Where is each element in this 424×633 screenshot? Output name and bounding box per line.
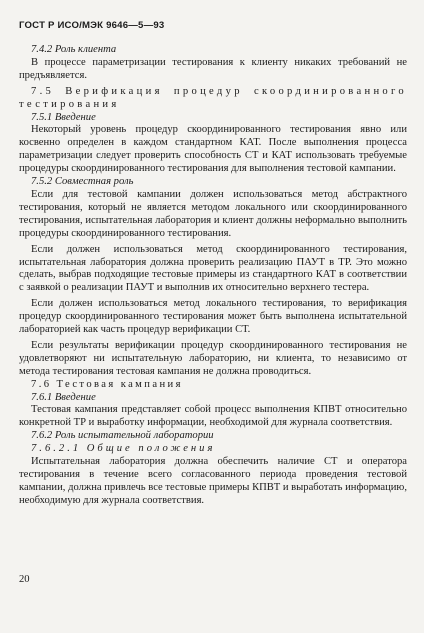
paragraph-2: 7.5 Верификация процедур скоординированного тестирования [19,85,407,110]
paragraph-13: 7.6.2 Роль испытательной лаборатории [31,430,214,442]
paragraph-8: Если должен использоваться метод локального тестирования, то верификация процедур скоординированного тестирования может быть выполнена испытательной лабораторией как часть процедур верификации СТ. [19,298,407,336]
paragraph-0: 7.4.2 Роль клиента [31,44,117,55]
paragraph-3: 7.5.1 Введение [31,111,96,123]
paragraph-4: Некоторый уровень процедур скоординированного тестирования явно или косвенно определен в каждом стандартном КАТ. После выполнения процесса параметризации следует проверить способность СТ и КАТ использовать требуемые процедуры скоординированного тестирования для выполнения тестовой кампании. [19,124,407,175]
paragraph-7: Если должен использоваться метод скоординированного тестирования, испытательная лаборатория должна проверить реализацию ПАУТ в ТР. Это можно сделать, выбрав подходящие тестовые примеры из стандартного КАТ в соответствии с заявкой о реализации ПАУТ и выполнив их относительно верхнего тестера. [19,243,407,294]
page-number: 20 [19,574,30,585]
paragraph-6: Если для тестовой кампании должен использоваться метод абстрактного тестирования, который не является методом локального или скоординированного тестирования, испытательная лаборатория и клиент должны неформально выполнить процедуры скоординированного тестирования. [19,188,407,239]
paragraph-12: Тестовая кампания представляет собой процесс выполнения КПВТ относительно конкретной ТР и выработку информации, необходимой для журнала соответствия. [19,404,407,429]
paragraph-1: В процессе параметризации тестирования к клиенту никаких требований не предъявляется. [19,56,407,81]
paragraph-10: 7.6 Тестовая кампания [31,378,183,390]
paragraph-5: 7.5.2 Совместная роль [31,176,134,188]
paragraph-11: 7.6.1 Введение [31,391,96,403]
page-header: ГОСТ Р ИСО/МЭК 9646—5—93 [19,20,165,31]
paragraph-15: Испытательная лаборатория должна обеспечить наличие СТ и оператора тестирования в течение всего согласованного периода проведения тестовой кампании, должна привлечь все тестовые примеры КПВТ и выработать информацию, необходимую для журнала соответствия. [19,456,407,506]
page-body [19,44,407,508]
paragraph-9: Если результаты верификации процедур скоординированного тестирования не удовлетворяют ни испытательную лабораторию, ни клиента, то независимо от метода тестирования тестовая кампания не должна проводиться. [19,339,407,377]
paragraph-14: 7.6.2.1 Общие положения [31,443,216,455]
